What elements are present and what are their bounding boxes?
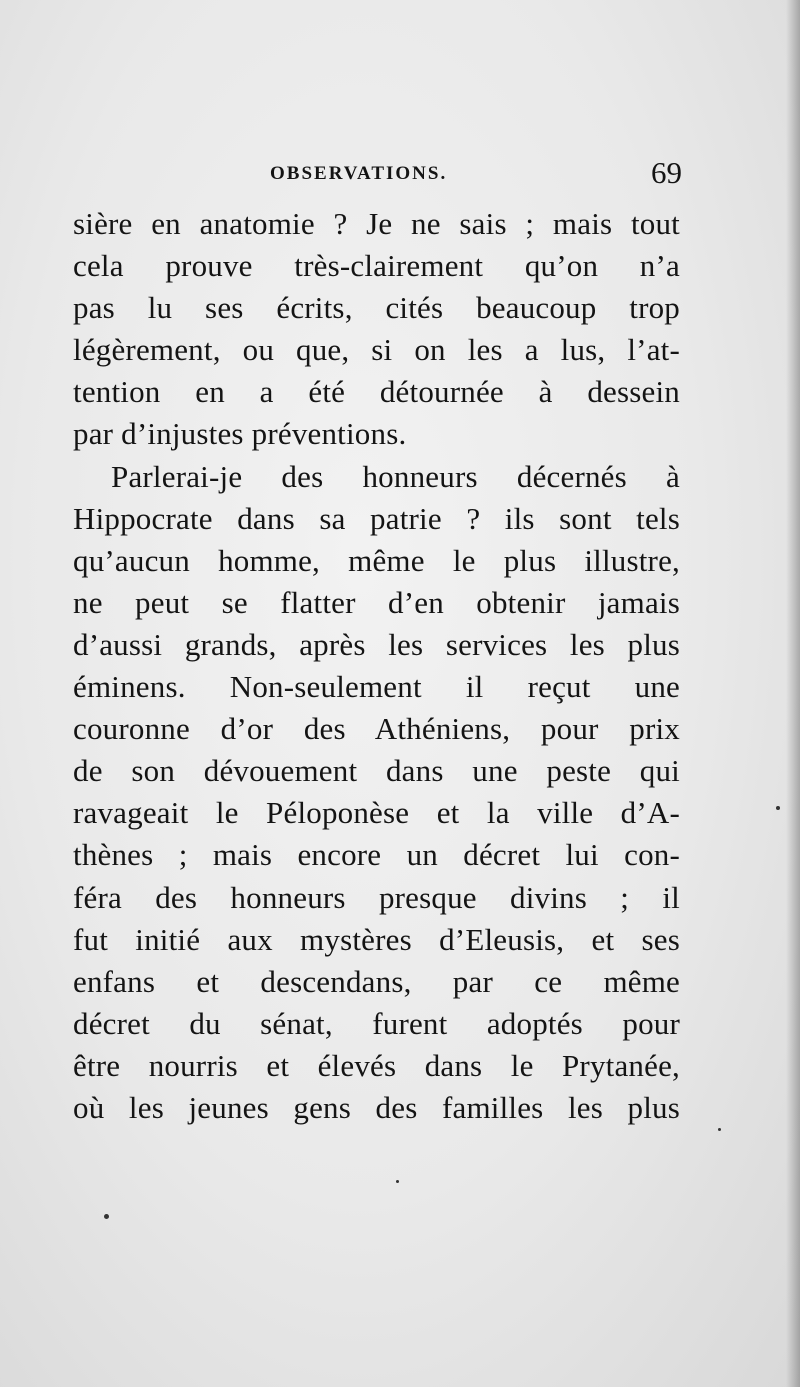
- page-number: 69: [651, 155, 682, 190]
- running-title: OBSERVATIONS.: [270, 163, 448, 184]
- text-line: éminens. Non-seulement il reçut une: [73, 669, 680, 705]
- paper-speck: [396, 1180, 399, 1183]
- text-line: décret du sénat, furent adoptés pour: [73, 1005, 680, 1041]
- paper-speck: [104, 1214, 109, 1219]
- paper-speck: [776, 806, 780, 810]
- text-line: d’aussi grands, après les services les plus: [73, 626, 680, 662]
- paragraph-start-line: Parlerai-je des honneurs décernés à: [111, 458, 680, 494]
- text-line: enfans et descendans, par ce même: [73, 963, 680, 999]
- text-line: ne peut se flatter d’en obtenir jamais: [73, 584, 680, 620]
- text-line: où les jeunes gens des familles les plus: [73, 1089, 680, 1125]
- text-line: thènes ; mais encore un décret lui con-: [73, 837, 680, 873]
- text-line: de son dévouement dans une peste qui: [73, 753, 680, 789]
- body-text: [73, 203, 680, 1129]
- running-head: [70, 155, 690, 195]
- page-edge-shadow: [786, 0, 800, 1387]
- text-line: pas lu ses écrits, cités beaucoup trop: [73, 290, 680, 326]
- text-line: sière en anatomie ? Je ne sais ; mais tout: [73, 206, 680, 241]
- text-line: cela prouve très-clairement qu’on n’a: [73, 248, 680, 284]
- paper-speck: [718, 1128, 721, 1131]
- text-line: couronne d’or des Athéniens, pour prix: [73, 711, 680, 747]
- text-line: fut initié aux mystères d’Eleusis, et ses: [73, 921, 680, 957]
- text-line: légèrement, ou que, si on les a lus, l’at-: [73, 332, 680, 368]
- text-line: tention en a été détournée à dessein: [73, 374, 680, 410]
- text-line: ravageait le Péloponèse et la ville d’A-: [73, 795, 680, 831]
- text-line: féra des honneurs presque divins ; il: [73, 879, 680, 915]
- text-line: qu’aucun homme, même le plus illustre,: [73, 542, 680, 578]
- text-line: être nourris et élevés dans le Prytanée,: [73, 1047, 680, 1083]
- text-line: Hippocrate dans sa patrie ? ils sont tels: [73, 500, 680, 536]
- text-line: par d’injustes préventions.: [73, 416, 407, 452]
